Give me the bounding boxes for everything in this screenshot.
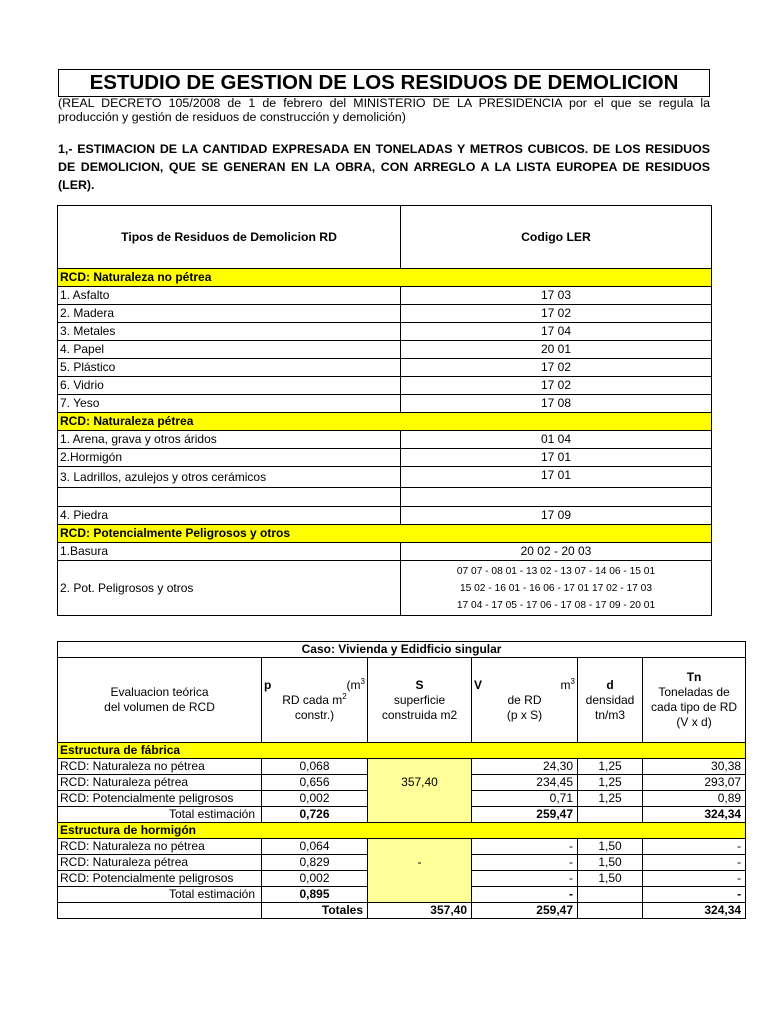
total-p: 0,895: [262, 887, 368, 903]
s-value: -: [368, 839, 472, 887]
ler-code-line: 07 07 - 08 01 - 13 02 - 13 07 - 14 06 - 15 01: [456, 565, 656, 577]
d-value: 1,25: [578, 791, 643, 807]
header-line: tn/m3: [594, 707, 625, 722]
totales-label: Totales: [262, 903, 368, 919]
category-row: [58, 413, 712, 431]
header-p: [262, 658, 368, 743]
header-line: construida m2: [381, 707, 458, 722]
tn-value: -: [643, 839, 746, 855]
total-p: 0,726: [262, 807, 368, 823]
header-top: [474, 678, 575, 693]
total-tn: 324,34: [643, 807, 746, 823]
header-line: Toneladas de: [658, 685, 730, 699]
blank-cell: [401, 488, 712, 507]
ler-code: 17 02: [401, 377, 712, 395]
total-d-blank: [578, 887, 643, 903]
tn-value: 293,07: [643, 775, 746, 791]
residue-name: 4. Papel: [58, 341, 401, 359]
header-line: RD cada $m^2$: [282, 691, 347, 707]
header-tipo: Tipos de Residuos de Demolicion RD: [58, 206, 401, 269]
d-value: 1,50: [578, 855, 643, 871]
ler-code-line: 15 02 - 16 01 - 16 06 - 17 01 17 02 - 17 03: [459, 582, 652, 594]
header-symbol: Tn: [686, 670, 702, 684]
total-v: -: [472, 887, 578, 903]
intro-paragraph: (REAL DECRETO 105/2008 de 1 de febrero del MINISTERIO DE LA PRESIDENCIA por el que se regula la producción y gestión de residuos de construcción y demolición): [58, 96, 710, 124]
header-line: del volumen de RCD: [104, 700, 215, 714]
header-v: [472, 658, 578, 743]
ler-code: 17 08: [401, 395, 712, 413]
header-tn: [643, 658, 746, 743]
header-top: [264, 678, 365, 693]
table-row: [58, 377, 712, 395]
s-value: 357,40: [368, 759, 472, 807]
total-label: Total estimación: [58, 887, 262, 903]
header-line: (p x S): [506, 707, 543, 722]
p-value: 0,002: [262, 871, 368, 887]
rcd-name: RCD: Naturaleza no pétrea: [58, 759, 262, 775]
table-row: [58, 305, 712, 323]
p-value: 0,002: [262, 791, 368, 807]
rcd-name: RCD: Naturaleza pétrea: [58, 855, 262, 871]
ler-code: 17 02: [401, 305, 712, 323]
tn-value: -: [643, 855, 746, 871]
ler-code: 17 09: [401, 507, 712, 525]
rcd-name: RCD: Potencialmente peligrosos: [58, 871, 262, 887]
v-value: 0,71: [472, 791, 578, 807]
table-row: [58, 431, 712, 449]
total-row: [58, 807, 746, 823]
table-header-row: [58, 206, 712, 269]
ler-code: 20 02 - 20 03: [401, 543, 712, 561]
ler-codes-table: [57, 205, 712, 616]
d-value: 1,25: [578, 775, 643, 791]
section-heading: 1,- ESTIMACION DE LA CANTIDAD EXPRESADA EN TONELADAS Y METROS CUBICOS. DE LOS RESIDUOS DE DEMOLICION, QUE SE GENERAN EN LA OBRA, CON ARREGLO A LA LISTA EUROPEA DE RESIDUOS (LER).: [58, 142, 710, 192]
p-value: 0,068: [262, 759, 368, 775]
blank-row: [58, 488, 712, 507]
header-d: [578, 658, 643, 743]
header-evaluacion: [58, 658, 262, 743]
category-row: [58, 823, 746, 839]
document-title: ESTUDIO DE GESTION DE LOS RESIDUOS DE DEMOLICION: [58, 69, 710, 97]
ler-code: 17 03: [401, 287, 712, 305]
tn-value: 0,89: [643, 791, 746, 807]
totales-blank: [58, 903, 262, 919]
ler-code: 17 01: [401, 449, 712, 467]
table-row: [58, 449, 712, 467]
table-row: [58, 759, 746, 775]
table-row: [58, 839, 746, 855]
category-label: RCD: Naturaleza no pétrea: [58, 269, 712, 287]
table-row: [58, 467, 712, 488]
header-codigo: Codigo LER: [401, 206, 712, 269]
header-unit: ($m^3$: [346, 676, 365, 692]
total-tn: -: [643, 887, 746, 903]
category-label: RCD: Naturaleza pétrea: [58, 413, 712, 431]
header-line: densidad: [585, 692, 635, 707]
category-row: [58, 269, 712, 287]
category-label: RCD: Potencialmente Peligrosos y otros: [58, 525, 712, 543]
total-v: 259,47: [472, 807, 578, 823]
header-line: (V x d): [676, 715, 712, 729]
p-value: 0,656: [262, 775, 368, 791]
residue-name: 1.Basura: [58, 543, 401, 561]
s-value-blank: [368, 887, 472, 903]
header-line: de RD: [507, 692, 542, 707]
v-value: 234,45: [472, 775, 578, 791]
header-unit: $m^3$: [560, 676, 575, 692]
residue-name: 2. Pot. Peligrosos y otros: [58, 561, 401, 616]
category-label: Estructura de fábrica: [58, 743, 746, 759]
rcd-estimation-table: [57, 641, 746, 919]
ler-code-line: 17 04 - 17 05 - 17 06 - 17 08 - 17 09 - 20 01: [456, 599, 656, 611]
totales-row: [58, 903, 746, 919]
total-label: Total estimación: [58, 807, 262, 823]
rcd-name: RCD: Potencialmente peligrosos: [58, 791, 262, 807]
p-value: 0,064: [262, 839, 368, 855]
category-row: [58, 525, 712, 543]
ler-code-multi: [401, 561, 712, 616]
totales-v: 259,47: [472, 903, 578, 919]
category-label: Estructura de hormigón: [58, 823, 746, 839]
v-value: -: [472, 855, 578, 871]
residue-name: 6. Vidrio: [58, 377, 401, 395]
rcd-name: RCD: Naturaleza no pétrea: [58, 839, 262, 855]
d-value: 1,25: [578, 759, 643, 775]
ler-code: 17 02: [401, 359, 712, 377]
table-row: [58, 287, 712, 305]
table-row: [58, 323, 712, 341]
table-row: [58, 341, 712, 359]
ler-code: 17 01: [401, 467, 712, 488]
header-line: superficie: [393, 692, 446, 707]
v-value: -: [472, 871, 578, 887]
residue-name: 3. Ladrillos, azulejos y otros cerámicos: [58, 467, 401, 488]
total-d-blank: [578, 807, 643, 823]
residue-name: 3. Metales: [58, 323, 401, 341]
header-line: Evaluacion teórica: [110, 685, 209, 699]
residue-name: 2. Madera: [58, 305, 401, 323]
ler-code: 01 04: [401, 431, 712, 449]
residue-name: 1. Arena, grava y otros áridos: [58, 431, 401, 449]
header-symbol: S: [415, 677, 424, 692]
residue-name: 2.Hormigón: [58, 449, 401, 467]
ler-code: 17 04: [401, 323, 712, 341]
ler-code: 20 01: [401, 341, 712, 359]
totales-tn: 324,34: [643, 903, 746, 919]
residue-name: 1. Asfalto: [58, 287, 401, 305]
header-s: [368, 658, 472, 743]
s-value-blank: [368, 807, 472, 823]
caso-row: [58, 642, 746, 658]
table-row: [58, 359, 712, 377]
v-value: 24,30: [472, 759, 578, 775]
header-symbol: p: [264, 677, 272, 692]
residue-name: 7. Yeso: [58, 395, 401, 413]
tn-value: -: [643, 871, 746, 887]
table-row: [58, 507, 712, 525]
header-symbol: d: [606, 677, 614, 692]
header-symbol: V: [474, 677, 483, 692]
table-header-row: [58, 658, 746, 743]
blank-cell: [58, 488, 401, 507]
tn-value: 30,38: [643, 759, 746, 775]
residue-name: 5. Plástico: [58, 359, 401, 377]
table-row: [58, 395, 712, 413]
header-line: cada tipo de RD: [651, 700, 738, 714]
totales-s: 357,40: [368, 903, 472, 919]
totales-d-blank: [578, 903, 643, 919]
table-row: [58, 543, 712, 561]
d-value: 1,50: [578, 839, 643, 855]
v-value: -: [472, 839, 578, 855]
total-row: [58, 887, 746, 903]
caso-label: Caso: Vivienda y Edidficio singular: [58, 642, 746, 658]
d-value: 1,50: [578, 871, 643, 887]
residue-name: 4. Piedra: [58, 507, 401, 525]
p-value: 0,829: [262, 855, 368, 871]
header-line: constr.): [294, 707, 335, 722]
table-row: [58, 561, 712, 616]
rcd-name: RCD: Naturaleza pétrea: [58, 775, 262, 791]
category-row: [58, 743, 746, 759]
